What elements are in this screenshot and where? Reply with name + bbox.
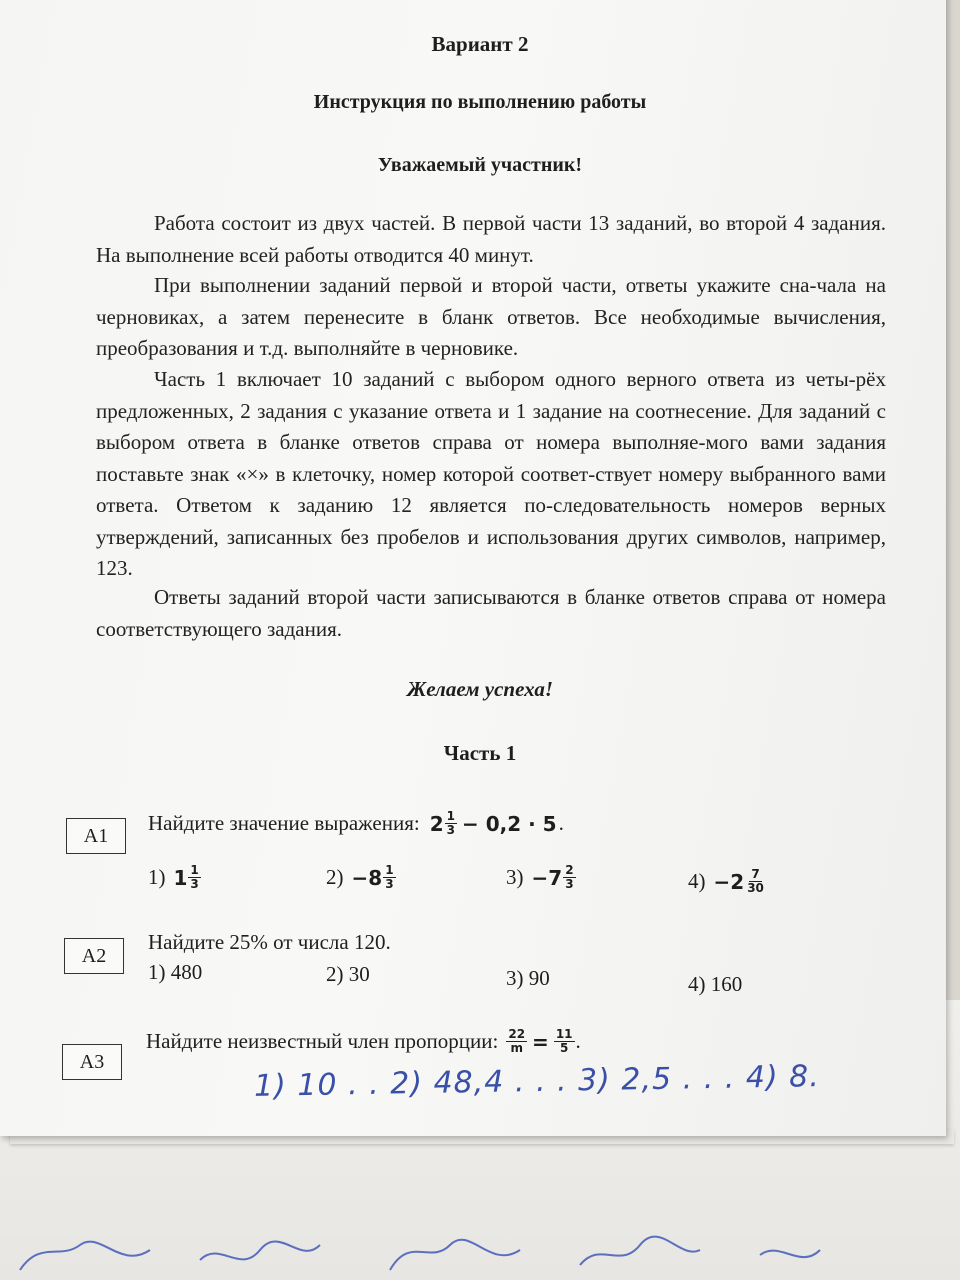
- option-fraction: [188, 864, 200, 891]
- instructions-title: Инструкция по выполнению работы: [313, 91, 647, 113]
- paragraph-2: При выполнении заданий первой и второй части, ответы укажите сна-чала на черновиках, а затем перенесите в бланк ответов. Все необходимые вычисления, преобразования и т.д. выполняйте в черновике.: [96, 273, 886, 360]
- paragraph-3: Часть 1 включает 10 заданий с выбором одного верного ответа из четы-рёх предложенных, 2 задания с указание ответа и 1 задание на соотнесение. Для заданий с выбором ответа в бланке ответов справа от номера выполняе-мого вами задания поставьте знак «×» в клеточку, номер которой соответ-ствует номеру выбранного вами ответа. Ответом к заданию 12 является по-следовательность номеров верных утверждений, записанных без пробелов и использования других символов, например, 123.: [96, 367, 886, 580]
- task-a3-handwritten-answers: 1) 10 . . 2) 48,4 . . . 3) 2,5 . . . 4) 8.: [253, 1059, 821, 1104]
- task-a2-option-2: 2) 30: [326, 962, 370, 986]
- task-a3-end: .: [575, 1029, 581, 1053]
- fraction-denominator: 3: [565, 877, 574, 891]
- wish-text: Желаем успеха!: [406, 677, 554, 701]
- fraction-numerator: 7: [751, 867, 760, 881]
- option-prefix: 1): [148, 865, 166, 889]
- fraction-numerator: 1: [190, 863, 199, 877]
- fraction-denominator: 5: [559, 1041, 569, 1055]
- option-whole: −8: [351, 865, 383, 890]
- fraction-numerator: 22: [508, 1027, 526, 1041]
- fraction-denominator: m: [510, 1041, 523, 1055]
- part-title: Часть 1: [443, 741, 517, 765]
- task-a3-label: А3: [62, 1044, 122, 1080]
- task-a1-label: А1: [66, 818, 126, 854]
- fraction-denominator: 3: [446, 823, 455, 837]
- equals-sign: =: [532, 1029, 549, 1054]
- option-prefix: 2): [326, 865, 344, 889]
- task-a1-expr-fraction: [445, 810, 457, 837]
- paragraph-4: Ответы заданий второй части записываются в бланке ответов справа от номера соответствующего задания.: [96, 585, 886, 641]
- option-fraction: [745, 868, 766, 895]
- task-a1-option-3: [506, 864, 577, 891]
- paragraph-1: Работа состоит из двух частей. В первой части 13 заданий, во второй 4 задания. На выполнение всей работы отводится 40 минут.: [96, 211, 886, 267]
- fraction-numerator: 2: [565, 863, 574, 877]
- task-a2-label: А2: [64, 938, 124, 974]
- option-whole: 1: [173, 865, 188, 890]
- task-a1-question: [148, 810, 564, 837]
- task-a1-expr-whole: 2: [429, 811, 444, 836]
- fraction-numerator: 1: [385, 863, 394, 877]
- option-whole: −2: [713, 869, 745, 894]
- fraction-numerator: 1: [446, 809, 455, 823]
- greeting: Уважаемый участник!: [377, 154, 583, 176]
- task-a3-question-text: Найдите неизвестный член пропорции:: [146, 1029, 499, 1053]
- option-fraction: [383, 864, 395, 891]
- option-prefix: 3): [506, 865, 524, 889]
- variant-title: Вариант 2: [431, 32, 529, 56]
- task-a1-option-4: [688, 868, 767, 895]
- task-a3-rhs-fraction: [554, 1028, 575, 1055]
- task-a2-option-1: 1) 480: [148, 960, 203, 984]
- task-a1-question-text: Найдите значение выражения:: [148, 811, 420, 835]
- task-a2-option-3: 3) 90: [506, 966, 550, 990]
- fraction-denominator: 3: [190, 877, 199, 891]
- task-a2-option-4: 4) 160: [688, 972, 743, 996]
- task-a1-expr-rest: − 0,2 · 5: [462, 811, 557, 836]
- option-prefix: 4): [688, 869, 706, 893]
- task-a1-option-2: [326, 864, 397, 891]
- fraction-denominator: 3: [385, 877, 394, 891]
- option-fraction: [563, 864, 575, 891]
- task-a1-option-1: [148, 864, 202, 891]
- task-a3-question: [146, 1028, 581, 1055]
- task-a1-expr-end: .: [558, 811, 564, 835]
- task-a3-lhs-fraction: [506, 1028, 527, 1055]
- option-whole: −7: [531, 865, 563, 890]
- bottom-handwriting-scribble: [0, 1200, 960, 1280]
- fraction-numerator: 11: [555, 1027, 573, 1041]
- task-a2-question: Найдите 25% от числа 120.: [148, 930, 391, 954]
- fraction-denominator: 30: [747, 881, 764, 895]
